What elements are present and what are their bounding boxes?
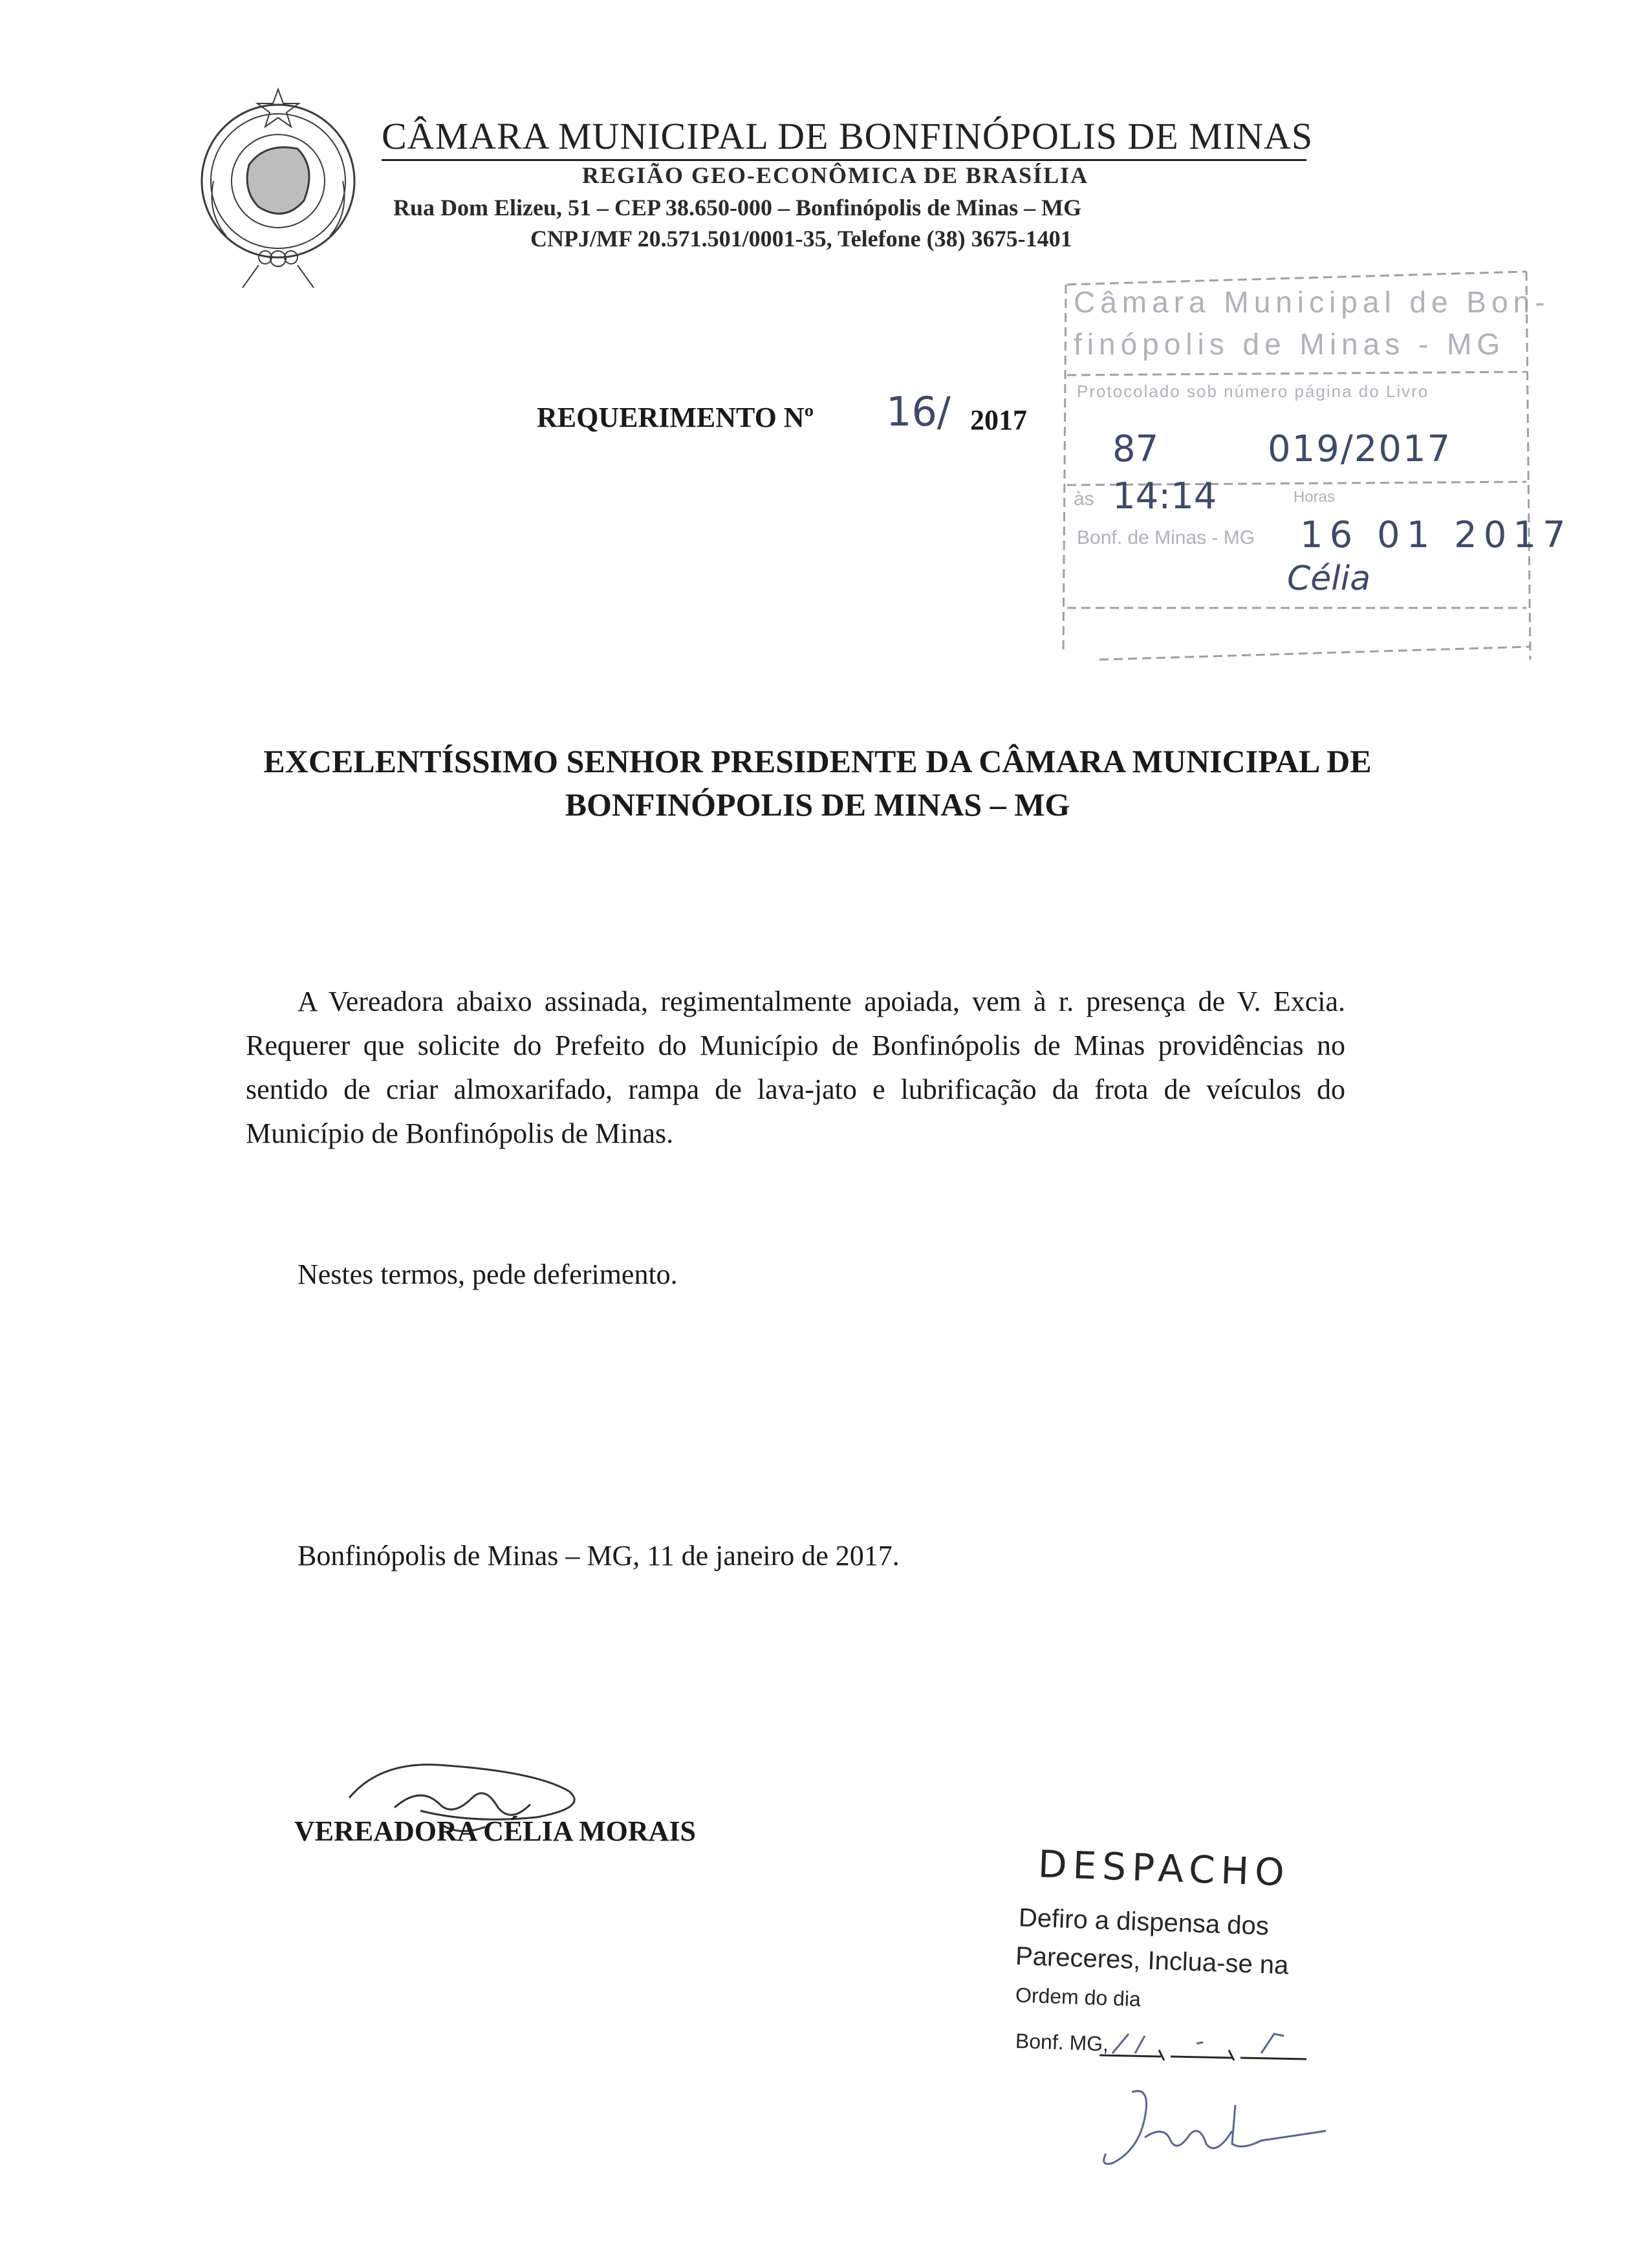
despacho-date-label: Bonf. MG, — [1015, 2029, 1109, 2056]
despacho-signature-icon — [1093, 2079, 1339, 2176]
place-date-line: Bonfinópolis de Minas – MG, 11 de janeiro de 2017. — [298, 1540, 900, 1571]
stamp-initials: Célia — [1287, 559, 1371, 598]
chamber-title: CÂMARA MUNICIPAL DE BONFINÓPOLIS DE MINAS — [382, 115, 1306, 161]
stamp-label-as: às — [1074, 488, 1094, 510]
stamp-protocol-number: 87 — [1112, 428, 1159, 470]
stamp-page-number: 019/2017 — [1268, 428, 1452, 470]
despacho-line3: Ordem do dia — [1015, 1983, 1142, 2011]
request-number: 16/ — [886, 388, 951, 435]
stamp-header-line1: Câmara Municipal de Bon- — [1074, 285, 1550, 319]
stamp-protocol-caption: Protocolado sob número página do Livro — [1077, 382, 1429, 401]
request-label: REQUERIMENTO Nº — [537, 402, 814, 433]
address-line: Rua Dom Elizeu, 51 – CEP 38.650-000 – Bonfinópolis de Minas – MG — [393, 195, 1082, 221]
stamp-label-horas: Horas — [1294, 488, 1336, 506]
addressee-line1: EXCELENTÍSSIMO SENHOR PRESIDENTE DA CÂMARA MUNICIPAL DE — [263, 743, 1372, 779]
stamp-date: 16 01 2017 — [1300, 514, 1572, 556]
stamp-label-place: Bonf. de Minas - MG — [1077, 527, 1255, 548]
despacho-title: DESPACHO — [1037, 1842, 1291, 1895]
addressee-line2: BONFINÓPOLIS DE MINAS – MG — [565, 786, 1070, 823]
despacho-line1: Defiro a dispensa dos — [1018, 1903, 1270, 1941]
municipal-seal-icon — [188, 84, 369, 291]
despacho-line2: Pareceres, Inclua-se na — [1015, 1941, 1290, 1980]
request-year: 2017 — [970, 404, 1027, 436]
stamp-header-line2: finópolis de Minas - MG — [1074, 327, 1506, 361]
request-body-paragraph: A Vereadora abaixo assinada, regimentalmente apoiada, vem à r. presença de V. Excia. Requerer que solicite do Prefeito do Município de Bonfinópolis de Minas providências no sentido de criar almoxarifado, rampa de lava-jato e lubrificação da frota de veículos do Município de Bonfinópolis de Minas. — [246, 986, 1345, 1149]
signatory-name: VEREADORA CÉLIA MORAIS — [294, 1815, 696, 1847]
closing-line: Nestes termos, pede deferimento. — [298, 1258, 678, 1290]
stamp-time: 14:14 — [1112, 475, 1217, 517]
despacho-date-blank — [1099, 2031, 1313, 2076]
cnpj-phone-line: CNPJ/MF 20.571.501/0001-35, Telefone (38) 3675-1401 — [530, 226, 1072, 252]
region-subtitle: REGIÃO GEO-ECONÔMICA DE BRASÍLIA — [582, 162, 1089, 188]
